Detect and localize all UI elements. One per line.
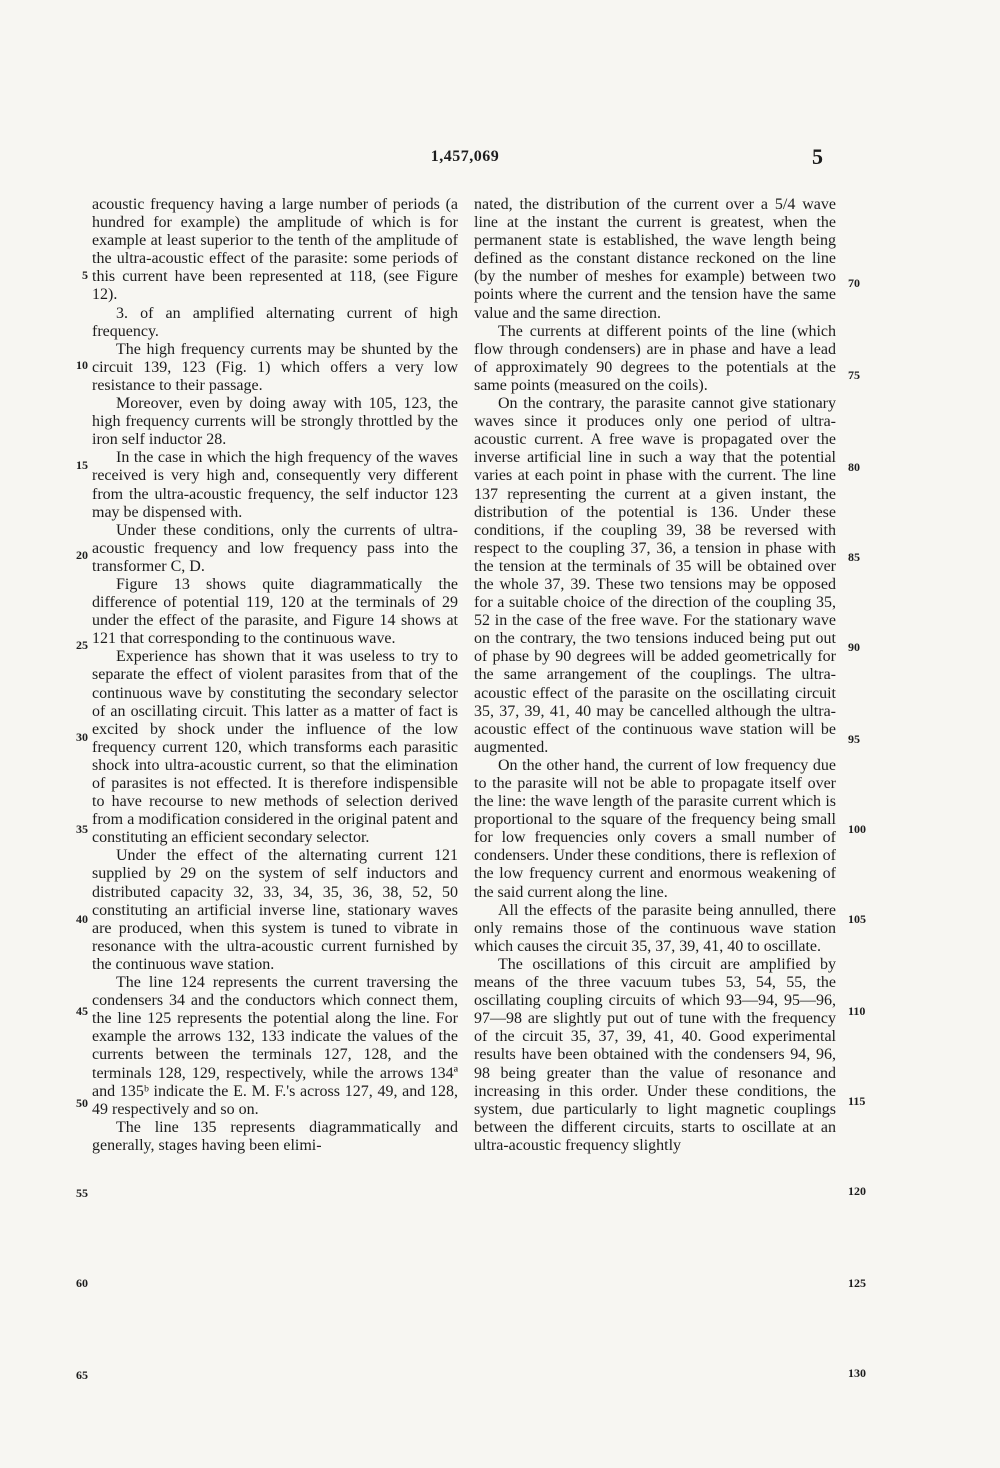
paragraph: The line 124 represents the current traversing the condensers 34 and the conductors which connect them, the line 125 represents the potential along the line. For example the arrows 132, 133 indicate the values of the currents between the terminals 127, 128, and the terminals 128, 129, respectively, while the arrows 134ª and 135ᵇ indicate the E. M. F.'s across 127, 49, and 128, 49 respectively and so on. [92, 974, 458, 1118]
paragraph: The oscillations of this circuit are amplified by means of the three vacuum tubes 53, 54, 55, the oscillating coupling circuits of which 93—94, 95—96, 97—98 are slightly put out of tune with the frequency of the circuit 35, 37, 39, 41, 40. Good experimental results have been obtained with the condensers 94, 96, 98 being greater than the value of resonance and increasing in this order. Under these conditions, the system, due particularly to light magnetic couplings between the different circuits, starts to oscillate at an ultra-acoustic frequency slightly [474, 955, 836, 1154]
paragraph: 3. of an amplified alternating current of high frequency. [92, 304, 458, 340]
line-number: 10 [76, 358, 88, 372]
line-number: 95 [848, 732, 860, 746]
line-number: 125 [848, 1276, 866, 1290]
line-number: 115 [848, 1094, 866, 1108]
right-column [474, 196, 836, 1155]
line-number: 40 [76, 912, 88, 926]
line-number: 110 [848, 1004, 866, 1018]
line-number: 35 [76, 822, 88, 836]
left-column [92, 196, 458, 1155]
paragraph: Experience has shown that it was useless to try to separate the effect of violent parasites from that of the continuous wave by constituting the secondary selector of an oscillating circuit. This latter as a matter of fact is excited by shock under the influence of the low frequency current 120, which transforms each parasitic shock into ultra-acoustic current, so that the elimination of parasites is not effected. It is therefore indispensible to have recourse to new methods of selection derived from a modification considered in the original patent and constituting an efficient secondary selector. [92, 648, 458, 847]
line-number: 75 [848, 368, 860, 382]
paragraph: All the effects of the parasite being annulled, there only remains those of the continuous wave station which causes the circuit 35, 37, 39, 41, 40 to oscillate. [474, 901, 836, 955]
line-number: 5 [82, 268, 88, 282]
line-number: 80 [848, 460, 860, 474]
line-number: 65 [76, 1368, 88, 1382]
paragraph: Figure 13 shows quite diagrammatically the difference of potential 119, 120 at the terminals of 29 under the effect of the parasite, and Figure 14 shows at 121 that corresponding to the continuous wave. [92, 575, 458, 648]
paragraph: The currents at different points of the line (which flow through condensers) are in phase and have a lead of approximately 90 degrees to the potentials at the same points (measured on the coils). [474, 322, 836, 394]
page-number: 5 [812, 144, 823, 169]
paragraph: On the contrary, the parasite cannot give stationary waves since it produces only one period of ultra-acoustic current. A free wave is propagated over the inverse artificial line in such a way that the potential varies at each point in phase with the current. The line 137 representing the current at a given instant, the distribution of the potential is 136. Under these conditions, if the coupling 39, 38 be reversed with respect to the coupling 37, 36, a tension in phase with the tension at the terminals of 35 will be obtained over the whole 37, 39. These two tensions may be opposed for a suitable choice of the direction of the coupling 35, 52 in the case of the free wave. For the stationary wave on the contrary, the two tensions induced being put out of phase by 90 degrees will be added geometrically for the same arrangement of the couplings. The ultra-acoustic effect of the parasite on the oscillating circuit 35, 37, 39, 41, 40 may be cancelled although the ultra-acoustic effect of the continuous wave station will be augmented. [474, 395, 836, 756]
line-number: 105 [848, 912, 866, 926]
paragraph: Moreover, even by doing away with 105, 123, the high frequency currents will be strongly throttled by the iron self inductor 28. [92, 395, 458, 449]
paragraph: The line 135 represents diagrammatically and generally, stages having been elimi- [92, 1118, 458, 1154]
paragraph: The high frequency currents may be shunted by the circuit 139, 123 (Fig. 1) which offers a very low resistance to their passage. [92, 340, 458, 394]
paragraph: Under the effect of the alternating current 121 supplied by 29 on the system of self inductors and distributed capacity 32, 33, 34, 35, 36, 38, 52, 50 constituting an artificial inverse line, stationary waves are produced, when this system is tuned to vibrate in resonance with the ultra-acoustic current furnished by the continuous wave station. [92, 847, 458, 973]
line-number: 85 [848, 550, 860, 564]
line-number: 15 [76, 458, 88, 472]
line-number: 90 [848, 640, 860, 654]
line-number: 20 [76, 548, 88, 562]
line-number: 45 [76, 1004, 88, 1018]
line-number: 100 [848, 822, 866, 836]
line-number: 50 [76, 1096, 88, 1110]
paragraph: acoustic frequency having a large number of periods (a hundred for example) the amplitude of which is for example at least superior to the tenth of the amplitude of the ultra-acoustic effect of the parasite: some periods of this current have been represented at 118, (see Figure 12). [92, 196, 458, 304]
line-number: 130 [848, 1366, 866, 1380]
line-number: 70 [848, 276, 860, 290]
line-number: 60 [76, 1276, 88, 1290]
paragraph: Under these conditions, only the currents of ultra-acoustic frequency and low frequency pass into the transformer C, D. [92, 521, 458, 575]
line-number: 25 [76, 638, 88, 652]
line-number: 55 [76, 1186, 88, 1200]
patent-number: 1,457,069 [430, 148, 500, 165]
line-number: 30 [76, 730, 88, 744]
line-number: 120 [848, 1184, 866, 1198]
paragraph: nated, the distribution of the current over a 5/4 wave line at the instant the current is greatest, when the permanent state is established, the wave length being defined as the constant distance reckoned on the line (by the number of meshes for example) between two points where the current and the tension have the same value and the same direction. [474, 196, 836, 322]
paragraph: On the other hand, the current of low frequency due to the parasite will not be able to propagate itself over the line: the wave length of the parasite current which is proportional to the square of the frequency being small for low frequencies only covers a small number of condensers. Under these conditions, there is reflexion of the low frequency current and enormous weakening of the said current along the line. [474, 756, 836, 901]
paragraph: In the case in which the high frequency of the waves received is very high and, consequently very different from the ultra-acoustic frequency, the self inductor 123 may be dispensed with. [92, 449, 458, 521]
